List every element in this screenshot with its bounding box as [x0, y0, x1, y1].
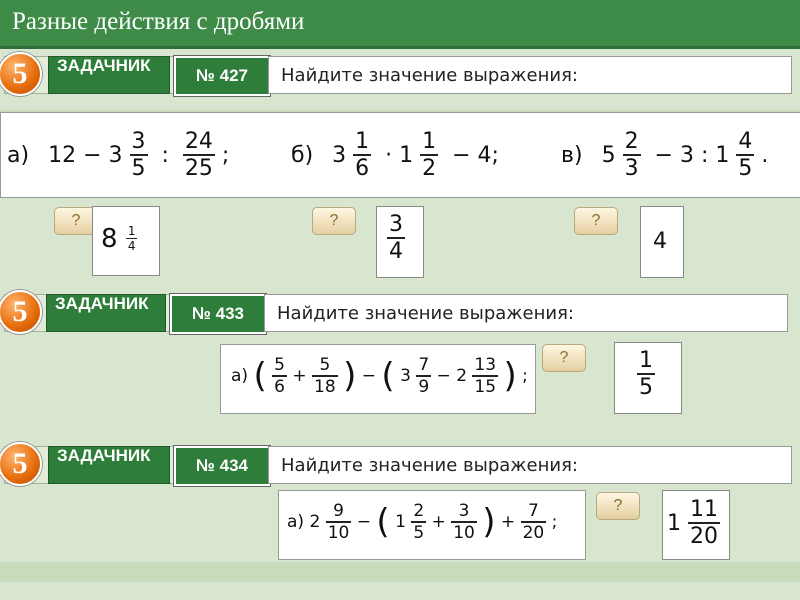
- fraction: $\frac{2}{3}$: [624, 129, 639, 181]
- answer-card-433: [614, 342, 682, 414]
- task-prompt: Найдите значение выражения:: [268, 446, 792, 484]
- part-letter: а): [7, 142, 30, 168]
- hint-button[interactable]: ?: [596, 492, 640, 520]
- task-badge-icon: 5: [0, 52, 42, 96]
- task-badge-icon: 5: [0, 290, 42, 334]
- fraction: $\frac{1}{2}$: [422, 129, 437, 181]
- fraction: $\frac{1}{6}$: [355, 129, 370, 181]
- page-title: Разные действия с дробями: [12, 8, 305, 35]
- answer-value: 1 $\frac{11}{20}$: [667, 497, 718, 549]
- expr-text: 3: [332, 142, 347, 168]
- expr-text: .: [761, 142, 769, 168]
- task-number: № 434: [174, 446, 270, 486]
- task-prompt: Найдите значение выражения:: [264, 294, 788, 332]
- answer-card-a: [92, 206, 160, 276]
- answer-value: 4: [653, 229, 667, 254]
- hint-button[interactable]: ?: [54, 207, 98, 235]
- divider-stripe: [0, 562, 800, 582]
- expression-b: [291, 129, 499, 181]
- hint-button[interactable]: ?: [542, 344, 586, 372]
- answer-value: $\frac{1}{5}$: [639, 348, 653, 400]
- fraction: $\frac{24}{25}$: [184, 129, 213, 181]
- fraction: $\frac{3}{5}$: [131, 129, 146, 181]
- task-header-427: [0, 56, 792, 94]
- task-number: № 433: [170, 294, 266, 334]
- hint-button[interactable]: ?: [574, 207, 618, 235]
- zadachnik-label: ЗАДАЧНИК: [48, 56, 170, 94]
- expression-c: [561, 129, 768, 181]
- zadachnik-label: ЗАДАЧНИК: [46, 294, 166, 332]
- answer-value: $\frac{3}{4}$: [389, 212, 403, 264]
- answer-value: 8 $\frac{1}{4}$: [101, 223, 136, 254]
- answer-card-434: [662, 490, 730, 560]
- expr-text: :: [154, 142, 176, 168]
- task-badge-icon: 5: [0, 442, 42, 486]
- expr-text: 5: [601, 142, 616, 168]
- part-letter: в): [561, 142, 583, 168]
- expr-text: · 1: [378, 142, 414, 168]
- expr-text: ;: [221, 142, 230, 168]
- task-number: № 427: [174, 56, 270, 96]
- task-prompt: Найдите значение выражения:: [268, 56, 792, 94]
- expression-box-434: [278, 490, 586, 560]
- expression-box-433: [220, 344, 536, 414]
- expression-a: а) 2 $\frac{9}{10}$ − ( 1 $\frac{2}{5}$ + $\frac{3}{10}$ ) + $\frac{7}{20}$ ;: [287, 501, 558, 543]
- expression-a: а) ( $\frac{5}{6}$ + $\frac{5}{18}$ ) − ( 3 $\frac{7}{9}$ − 2 $\frac{13}{15}$ ) ;: [231, 355, 528, 397]
- part-letter: а): [287, 512, 305, 532]
- expr-text: − 3 : 1: [647, 142, 730, 168]
- title-bar: [0, 0, 800, 49]
- zadachnik-label: ЗАДАЧНИК: [48, 446, 170, 484]
- task-header-434: [0, 446, 792, 484]
- expression-a: [7, 129, 229, 181]
- expression-box-427: [0, 112, 800, 198]
- answer-card-c: [640, 206, 684, 278]
- fraction: $\frac{4}{5}$: [738, 129, 753, 181]
- part-letter: а): [231, 366, 249, 386]
- expr-text: 12 − 3: [48, 142, 123, 168]
- expr-text: − 4;: [445, 142, 499, 168]
- part-letter: б): [291, 142, 314, 168]
- task-header-433: [0, 294, 788, 332]
- answer-card-b: [376, 206, 424, 278]
- hint-button[interactable]: ?: [312, 207, 356, 235]
